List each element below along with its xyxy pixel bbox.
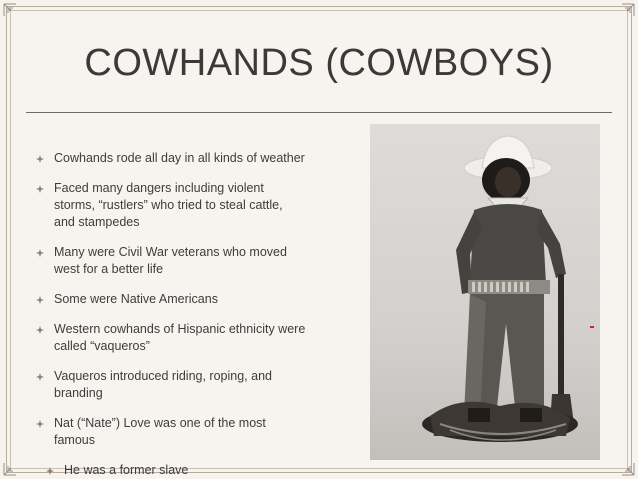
sub-bullet-item: [36, 462, 306, 479]
bullet-text: Nat (“Nate”) Love was one of the most famous: [54, 416, 266, 447]
bullet-text: Vaqueros introduced riding, roping, and branding: [54, 369, 272, 400]
bullet-item: [36, 150, 306, 167]
bullet-list: [36, 150, 306, 479]
bullet-text: Some were Native Americans: [54, 292, 218, 306]
red-marker: [590, 326, 594, 328]
diamond-bullet-icon: [36, 296, 44, 304]
corner-ornament-icon: [2, 455, 24, 477]
corner-ornament-icon: [614, 2, 636, 24]
diamond-bullet-icon: [36, 373, 44, 381]
corner-ornament-icon: [614, 455, 636, 477]
bullet-text: Faced many dangers including violent storms, “rustlers” who tried to steal cattle, and stampedes: [54, 181, 283, 229]
bullet-text: He was a former slave: [64, 463, 189, 477]
bullet-item: [36, 244, 306, 278]
slide-title: COWHANDS (COWBOYS): [84, 42, 554, 84]
bullet-item: [36, 368, 306, 402]
cowboy-photo-illustration: [370, 124, 600, 460]
title-divider: [26, 112, 612, 113]
bullet-text: Cowhands rode all day in all kinds of weather: [54, 151, 305, 165]
diamond-bullet-icon: [36, 326, 44, 334]
bullet-text: Many were Civil War veterans who moved west for a better life: [54, 245, 287, 276]
diamond-bullet-icon: [36, 420, 44, 428]
bullet-item: [36, 180, 306, 231]
corner-ornament-icon: [2, 2, 24, 24]
diamond-bullet-icon: [36, 155, 44, 163]
cowboy-photo: [370, 124, 600, 460]
diamond-bullet-icon: [46, 467, 54, 475]
diamond-bullet-icon: [36, 249, 44, 257]
bullet-item: [36, 415, 306, 449]
bullet-item: [36, 321, 306, 355]
diamond-bullet-icon: [36, 185, 44, 193]
bullet-item: [36, 291, 306, 308]
bullet-text: Western cowhands of Hispanic ethnicity were called “vaqueros”: [54, 322, 306, 353]
